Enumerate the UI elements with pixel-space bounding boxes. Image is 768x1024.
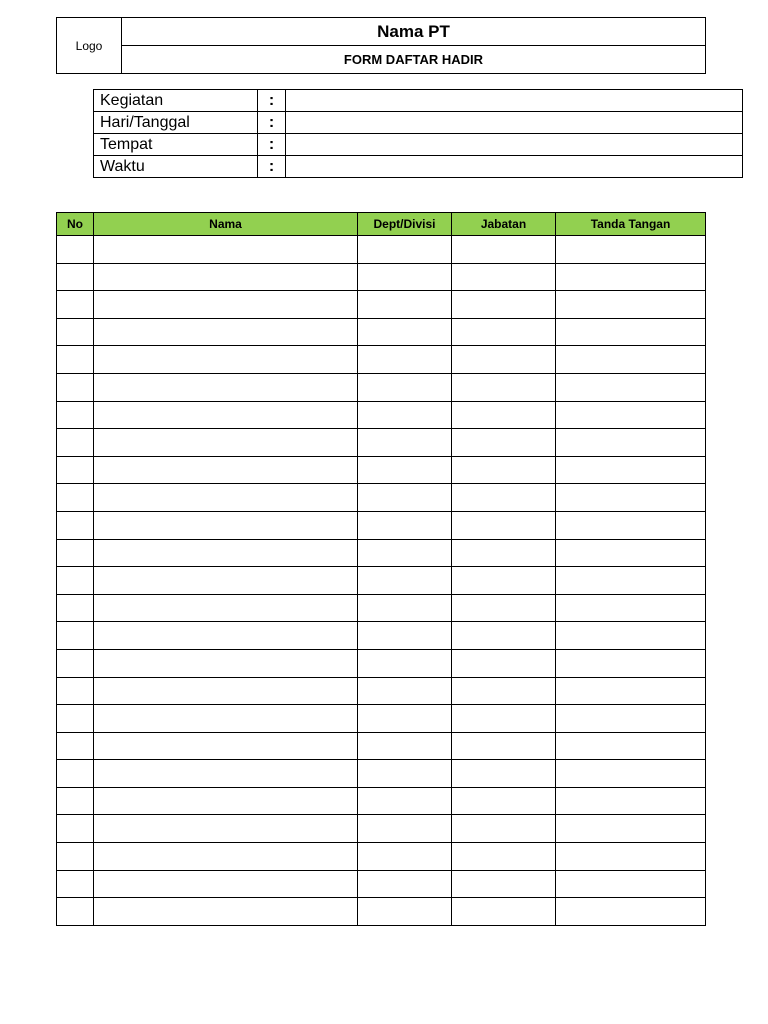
cell-no[interactable] (57, 567, 94, 595)
cell-dept[interactable] (358, 622, 452, 650)
cell-dept[interactable] (358, 401, 452, 429)
cell-jabatan[interactable] (452, 263, 556, 291)
cell-no[interactable] (57, 291, 94, 319)
cell-dept[interactable] (358, 649, 452, 677)
cell-nama[interactable] (94, 870, 358, 898)
table-row (57, 649, 706, 677)
cell-jabatan[interactable] (452, 429, 556, 457)
cell-jabatan[interactable] (452, 898, 556, 926)
info-value-field[interactable] (286, 90, 743, 112)
cell-no[interactable] (57, 815, 94, 843)
cell-tanda-tangan[interactable] (556, 263, 706, 291)
cell-dept[interactable] (358, 484, 452, 512)
cell-dept[interactable] (358, 236, 452, 264)
cell-no[interactable] (57, 732, 94, 760)
table-row (57, 760, 706, 788)
info-colon: : (258, 112, 286, 134)
cell-tanda-tangan[interactable] (556, 677, 706, 705)
event-info-table (93, 89, 743, 178)
cell-dept[interactable] (358, 898, 452, 926)
cell-jabatan[interactable] (452, 843, 556, 871)
info-colon: : (258, 134, 286, 156)
cell-jabatan[interactable] (452, 456, 556, 484)
table-row (57, 594, 706, 622)
column-header-jabatan: Jabatan (452, 213, 556, 236)
cell-no[interactable] (57, 622, 94, 650)
cell-tanda-tangan[interactable] (556, 732, 706, 760)
attendance-header-row (57, 213, 706, 236)
cell-tanda-tangan[interactable] (556, 843, 706, 871)
cell-no[interactable] (57, 236, 94, 264)
cell-dept[interactable] (358, 456, 452, 484)
cell-no[interactable] (57, 649, 94, 677)
cell-nama[interactable] (94, 705, 358, 733)
cell-tanda-tangan[interactable] (556, 318, 706, 346)
cell-nama[interactable] (94, 815, 358, 843)
cell-jabatan[interactable] (452, 484, 556, 512)
column-header-nama: Nama (94, 213, 358, 236)
cell-jabatan[interactable] (452, 511, 556, 539)
table-row (57, 263, 706, 291)
cell-jabatan[interactable] (452, 870, 556, 898)
cell-nama[interactable] (94, 539, 358, 567)
table-row (57, 815, 706, 843)
cell-nama[interactable] (94, 401, 358, 429)
cell-tanda-tangan[interactable] (556, 622, 706, 650)
column-header-dept: Dept/Divisi (358, 213, 452, 236)
cell-jabatan[interactable] (452, 815, 556, 843)
table-row (57, 429, 706, 457)
cell-jabatan[interactable] (452, 401, 556, 429)
cell-dept[interactable] (358, 511, 452, 539)
cell-tanda-tangan[interactable] (556, 898, 706, 926)
cell-no[interactable] (57, 484, 94, 512)
cell-tanda-tangan[interactable] (556, 291, 706, 319)
info-row-hari-tanggal (94, 112, 743, 134)
cell-nama[interactable] (94, 677, 358, 705)
cell-dept[interactable] (358, 594, 452, 622)
cell-nama[interactable] (94, 567, 358, 595)
cell-nama[interactable] (94, 622, 358, 650)
column-header-tanda-tangan: Tanda Tangan (556, 213, 706, 236)
table-row (57, 401, 706, 429)
cell-jabatan[interactable] (452, 236, 556, 264)
cell-no[interactable] (57, 263, 94, 291)
cell-jabatan[interactable] (452, 705, 556, 733)
cell-dept[interactable] (358, 567, 452, 595)
cell-nama[interactable] (94, 373, 358, 401)
cell-no[interactable] (57, 401, 94, 429)
cell-jabatan[interactable] (452, 539, 556, 567)
info-label: Kegiatan (94, 90, 258, 112)
table-row (57, 843, 706, 871)
cell-no[interactable] (57, 318, 94, 346)
cell-dept[interactable] (358, 787, 452, 815)
cell-dept[interactable] (358, 760, 452, 788)
cell-jabatan[interactable] (452, 622, 556, 650)
table-row (57, 291, 706, 319)
table-row (57, 511, 706, 539)
form-title: FORM DAFTAR HADIR (122, 46, 706, 74)
cell-no[interactable] (57, 429, 94, 457)
cell-no[interactable] (57, 787, 94, 815)
cell-no[interactable] (57, 456, 94, 484)
cell-nama[interactable] (94, 594, 358, 622)
info-label: Hari/Tanggal (94, 112, 258, 134)
cell-jabatan[interactable] (452, 318, 556, 346)
cell-jabatan[interactable] (452, 649, 556, 677)
cell-tanda-tangan[interactable] (556, 760, 706, 788)
cell-nama[interactable] (94, 787, 358, 815)
form-header (56, 17, 706, 74)
cell-nama[interactable] (94, 346, 358, 374)
cell-tanda-tangan[interactable] (556, 484, 706, 512)
cell-dept[interactable] (358, 705, 452, 733)
table-row (57, 870, 706, 898)
cell-jabatan[interactable] (452, 760, 556, 788)
cell-dept[interactable] (358, 843, 452, 871)
cell-jabatan[interactable] (452, 787, 556, 815)
table-row (57, 787, 706, 815)
cell-tanda-tangan[interactable] (556, 649, 706, 677)
info-value-field[interactable] (286, 112, 743, 134)
cell-nama[interactable] (94, 898, 358, 926)
info-colon: : (258, 90, 286, 112)
info-row-waktu (94, 156, 743, 178)
cell-tanda-tangan[interactable] (556, 594, 706, 622)
table-row (57, 456, 706, 484)
cell-nama[interactable] (94, 732, 358, 760)
attendance-table (56, 212, 706, 926)
cell-dept[interactable] (358, 429, 452, 457)
info-label: Tempat (94, 134, 258, 156)
cell-dept[interactable] (358, 263, 452, 291)
table-row (57, 898, 706, 926)
cell-nama[interactable] (94, 429, 358, 457)
cell-no[interactable] (57, 511, 94, 539)
cell-jabatan[interactable] (452, 594, 556, 622)
cell-dept[interactable] (358, 291, 452, 319)
table-row (57, 484, 706, 512)
cell-nama[interactable] (94, 649, 358, 677)
cell-no[interactable] (57, 594, 94, 622)
cell-dept[interactable] (358, 870, 452, 898)
cell-tanda-tangan[interactable] (556, 429, 706, 457)
info-row-kegiatan (94, 90, 743, 112)
table-row (57, 567, 706, 595)
cell-nama[interactable] (94, 263, 358, 291)
cell-dept[interactable] (358, 373, 452, 401)
cell-tanda-tangan[interactable] (556, 815, 706, 843)
info-label: Waktu (94, 156, 258, 178)
info-value-field[interactable] (286, 156, 743, 178)
cell-no[interactable] (57, 346, 94, 374)
cell-dept[interactable] (358, 677, 452, 705)
cell-tanda-tangan[interactable] (556, 870, 706, 898)
table-row (57, 539, 706, 567)
cell-tanda-tangan[interactable] (556, 787, 706, 815)
cell-no[interactable] (57, 539, 94, 567)
cell-tanda-tangan[interactable] (556, 511, 706, 539)
cell-nama[interactable] (94, 511, 358, 539)
cell-nama[interactable] (94, 318, 358, 346)
cell-tanda-tangan[interactable] (556, 373, 706, 401)
cell-no[interactable] (57, 373, 94, 401)
cell-nama[interactable] (94, 484, 358, 512)
cell-jabatan[interactable] (452, 567, 556, 595)
table-row (57, 622, 706, 650)
cell-tanda-tangan[interactable] (556, 456, 706, 484)
cell-tanda-tangan[interactable] (556, 567, 706, 595)
column-header-no: No (57, 213, 94, 236)
info-colon: : (258, 156, 286, 178)
cell-tanda-tangan[interactable] (556, 401, 706, 429)
cell-jabatan[interactable] (452, 677, 556, 705)
cell-nama[interactable] (94, 760, 358, 788)
cell-dept[interactable] (358, 732, 452, 760)
info-row-tempat (94, 134, 743, 156)
cell-jabatan[interactable] (452, 346, 556, 374)
cell-jabatan[interactable] (452, 291, 556, 319)
table-row (57, 705, 706, 733)
cell-tanda-tangan[interactable] (556, 705, 706, 733)
table-row (57, 318, 706, 346)
cell-no[interactable] (57, 898, 94, 926)
cell-no[interactable] (57, 705, 94, 733)
cell-nama[interactable] (94, 291, 358, 319)
cell-nama[interactable] (94, 456, 358, 484)
info-value-field[interactable] (286, 134, 743, 156)
table-row (57, 373, 706, 401)
table-row (57, 732, 706, 760)
cell-no[interactable] (57, 760, 94, 788)
company-name: Nama PT (122, 18, 706, 46)
cell-no[interactable] (57, 870, 94, 898)
cell-dept[interactable] (358, 539, 452, 567)
cell-tanda-tangan[interactable] (556, 539, 706, 567)
cell-jabatan[interactable] (452, 373, 556, 401)
cell-dept[interactable] (358, 815, 452, 843)
table-row (57, 346, 706, 374)
table-row (57, 677, 706, 705)
attendance-body (57, 236, 706, 926)
cell-no[interactable] (57, 677, 94, 705)
table-row (57, 236, 706, 264)
cell-dept[interactable] (358, 346, 452, 374)
cell-no[interactable] (57, 843, 94, 871)
cell-tanda-tangan[interactable] (556, 346, 706, 374)
cell-jabatan[interactable] (452, 732, 556, 760)
logo-placeholder: Logo (57, 18, 122, 74)
cell-tanda-tangan[interactable] (556, 236, 706, 264)
cell-nama[interactable] (94, 843, 358, 871)
cell-dept[interactable] (358, 318, 452, 346)
cell-nama[interactable] (94, 236, 358, 264)
